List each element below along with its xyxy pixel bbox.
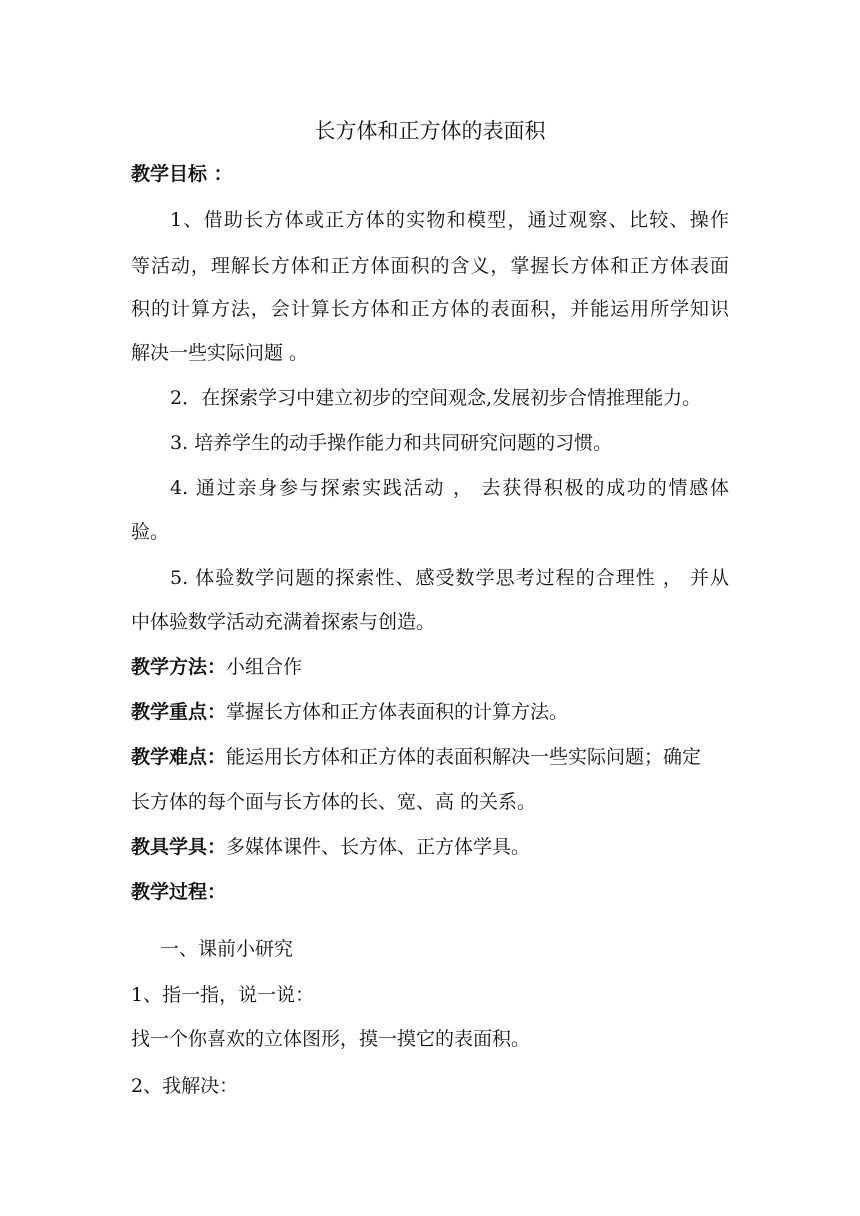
objective-4-line-1: 4. 通过亲身参与探索实践活动 ， 去获得积极的成功的情感体 (170, 477, 729, 499)
teaching-method (131, 655, 302, 679)
objective-1-line-3: 积的计算方法，会计算长方体和正方体的表面积，并能运用所学知识 (131, 298, 729, 320)
process-heading: 教学过程： (131, 881, 227, 903)
tools (131, 835, 530, 859)
objective-1-line-4: 解决一些实际问题 。 (131, 342, 309, 364)
objective-5-line-1: 5. 体验数学问题的探索性、感受数学思考过程的合理性 ， 并从 (170, 567, 729, 589)
objective-3: 3. 培养学生的动手操作能力和共同研究问题的习惯。 (170, 432, 613, 454)
key-point-label: 教学重点： (131, 701, 227, 723)
item-2: 2、我解决： (131, 1075, 239, 1097)
tools-text: 多媒体课件、长方体、正方体学具。 (226, 836, 531, 858)
difficulty-label: 教学难点： (131, 746, 227, 768)
objective-4-line-2: 验。 (131, 521, 170, 543)
difficulty-line-1 (131, 745, 701, 769)
objective-2: 2．在探索学习中建立初步的空间观念,发展初步合情推理能力。 (170, 387, 702, 409)
item-1: 1、指一指，说一说： (131, 984, 315, 1006)
objective-1-line-2: 等活动，理解长方体和正方体面积的含义，掌握长方体和正方体表面 (131, 255, 729, 277)
item-1-text: 找一个你喜欢的立体图形，摸一摸它的表面积。 (131, 1028, 531, 1050)
difficulty-text-1: 能运用长方体和正方体的表面积解决一些实际问题；确定 (226, 746, 702, 768)
key-point (131, 700, 568, 724)
objective-1-line-1: 1、借助长方体或正方体的实物和模型，通过观察、比较、操作 (170, 209, 729, 231)
key-point-text: 掌握长方体和正方体表面积的计算方法。 (226, 701, 569, 723)
section-1-heading: 一、课前小研究 (160, 938, 294, 960)
teaching-method-label: 教学方法： (131, 656, 227, 678)
difficulty-line-2: 长方体的每个面与长方体的长、宽、高 的关系。 (131, 791, 537, 813)
objectives-heading: 教学目标 ： (131, 163, 233, 185)
objective-5-line-2: 中体验数学活动充满着探索与创造。 (131, 611, 436, 633)
document-title: 长方体和正方体的表面积 (314, 119, 546, 143)
teaching-method-text: 小组合作 (226, 656, 303, 678)
tools-label: 教具学具： (131, 836, 227, 858)
